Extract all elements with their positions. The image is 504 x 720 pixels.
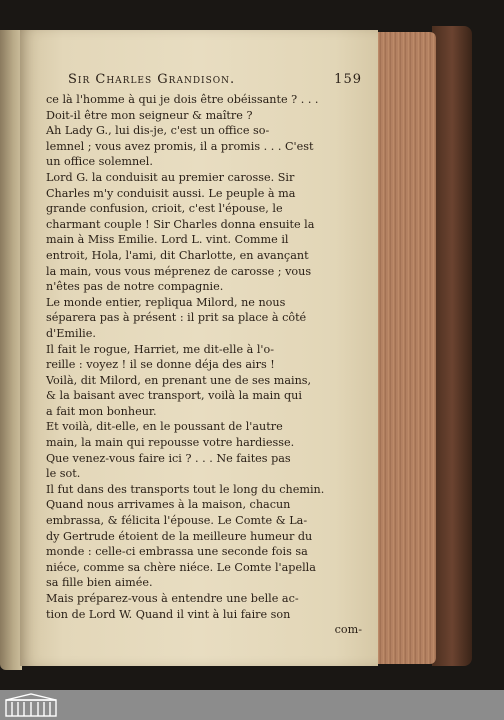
text-line: Lord G. la conduisit au premier carosse. Sir — [46, 170, 295, 184]
text-line: charmant couple ! Sir Charles donna ensuite la — [46, 217, 315, 231]
text-line: Ah Lady G., lui dis-je, c'est un office so- — [46, 124, 270, 138]
left-page-edge — [0, 30, 22, 670]
text-line: Quand nous arrivames à la maison, chacun — [46, 498, 291, 512]
running-head — [68, 72, 368, 87]
body-text — [46, 92, 362, 638]
text-line: Mais préparez-vous à entendre une belle ac- — [46, 592, 299, 605]
text-line: séparera pas à présent : il prit sa place à côté — [46, 311, 307, 325]
library-building-icon — [4, 692, 58, 718]
text-line: Charles m'y conduisit aussi. Le peuple à ma — [46, 186, 296, 200]
text-line: tion de Lord W. Quand il vint à lui faire son — [46, 607, 291, 621]
text-line: la main, vous vous méprenez de carosse ; vous — [46, 264, 312, 278]
text-line: embrassa, & félicita l'épouse. Le Comte & La- — [46, 514, 308, 528]
page-number: 159 — [334, 72, 362, 87]
text-line: & la baisant avec transport, voilà la main qui — [46, 389, 302, 403]
text-line: a fait mon bonheur. — [46, 404, 157, 418]
book-cover — [432, 26, 472, 666]
text-line: d'Emilie. — [46, 326, 96, 340]
text-line: Que venez-vous faire ici ? . . . Ne faites pas — [46, 451, 291, 465]
running-head-title: Sir Charles Grandison. — [68, 72, 236, 87]
text-line: entroit, Hola, l'ami, dit Charlotte, en avançant — [46, 248, 309, 262]
page-edges — [372, 32, 436, 664]
text-line: niéce, comme sa chère niéce. Le Comte l'apella — [46, 560, 316, 574]
text-line: grande confusion, crioit, c'est l'épouse, le — [46, 202, 283, 216]
text-line: lemnel ; vous avez promis, il a promis . . . C'est — [46, 139, 314, 153]
text-line: main, la main qui repousse votre hardiesse. — [46, 436, 295, 450]
text-line: Voilà, dit Milord, en prenant une de ses mains, — [46, 373, 312, 387]
viewer-footer-bar — [0, 690, 504, 720]
text-line: Le monde entier, repliqua Milord, ne nous — [46, 295, 286, 309]
text-line: Il fait le rogue, Harriet, me dit-elle à l'o- — [46, 342, 275, 356]
text-line: monde : celle-ci embrassa une seconde fois sa — [46, 545, 308, 559]
text-line: n'êtes pas de notre compagnie. — [46, 280, 224, 294]
text-line: reille : voyez ! il se donne déja des airs ! — [46, 358, 275, 372]
catchword: com- — [334, 623, 362, 637]
text-line: ce là l'homme à qui je dois être obéissante ? . . . — [46, 93, 319, 106]
text-line: dy Gertrude étoient de la meilleure humeur du — [46, 529, 313, 543]
text-line: Il fut dans des transports tout le long du chemin. — [46, 482, 325, 496]
text-line: main à Miss Emilie. Lord L. vint. Comme il — [46, 233, 289, 247]
text-line: sa fille bien aimée. — [46, 576, 153, 590]
text-line: Et voilà, dit-elle, en le poussant de l'autre — [46, 420, 283, 434]
text-line: Doit-il être mon seigneur & maître ? — [46, 108, 253, 122]
text-line: un office solemnel. — [46, 155, 153, 169]
text-line: le sot. — [46, 467, 81, 481]
